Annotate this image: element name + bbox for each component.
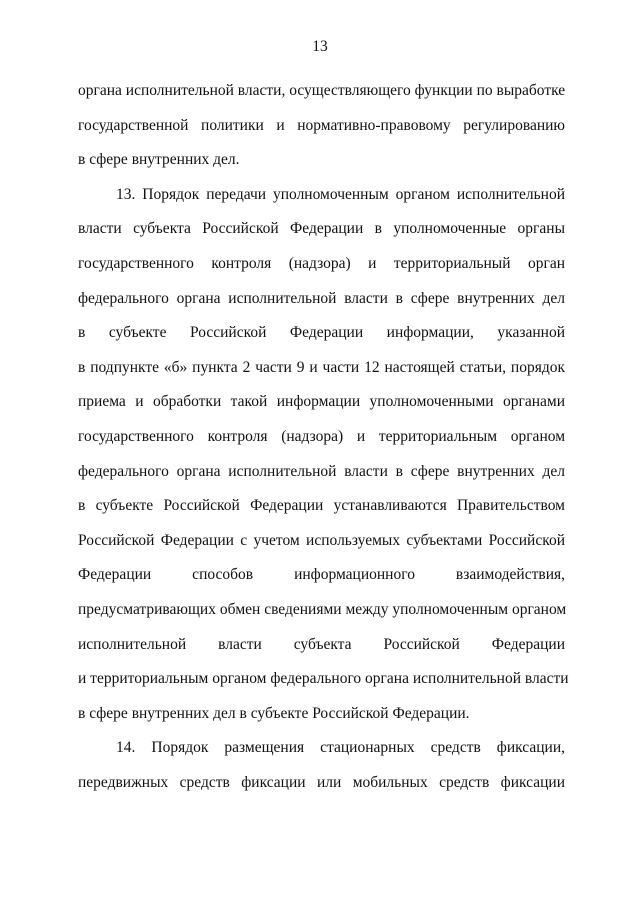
text-line: в сфере внутренних дел в субъекте Российской Федерации. bbox=[78, 704, 470, 722]
text-line: в субъекте Российской Федерации информации, указанной bbox=[78, 324, 565, 342]
text-line: предусматривающих обмен сведениями между уполномоченным органом bbox=[78, 600, 567, 618]
text-line: в подпункте «б» пункта 2 части 9 и части 12 настоящей статьи, порядок bbox=[78, 358, 565, 376]
text-line: и территориальным органом федерального органа исполнительной власти bbox=[78, 670, 569, 688]
text-line: в сфере внутренних дел. bbox=[78, 151, 240, 169]
text-line: передвижных средств фиксации или мобильных средств фиксации bbox=[78, 773, 565, 791]
document-body bbox=[78, 74, 569, 800]
text-line: государственного контроля (надзора) и территориальным органом bbox=[78, 427, 565, 445]
text-line: приема и обработки такой информации уполномоченными органами bbox=[78, 393, 565, 411]
text-line: органа исполнительной власти, осуществляющего функции по выработке bbox=[78, 82, 566, 99]
text-line: федерального органа исполнительной власти в сфере внутренних дел bbox=[78, 289, 565, 307]
text-line: федерального органа исполнительной власти в сфере внутренних дел bbox=[78, 462, 565, 480]
text-line: государственного контроля (надзора) и территориальный орган bbox=[78, 254, 565, 272]
text-line: в субъекте Российской Федерации устанавливаются Правительством bbox=[78, 497, 565, 515]
page-number: 13 bbox=[312, 38, 328, 55]
text-line: Федерации способов информационного взаимодействия, bbox=[78, 566, 565, 584]
text-line: государственной политики и нормативно-правовому регулированию bbox=[78, 116, 565, 134]
paragraph-14-start: 14. Порядок размещения стационарных средств фиксации, bbox=[116, 739, 565, 757]
text-line: Российской Федерации с учетом используемых субъектами Российской bbox=[78, 531, 565, 549]
text-line: власти субъекта Российской Федерации в уполномоченные органы bbox=[78, 220, 565, 238]
paragraph-13-start: 13. Порядок передачи уполномоченным органом исполнительной bbox=[116, 185, 565, 203]
text-line: исполнительной власти субъекта Российской Федерации bbox=[78, 635, 565, 653]
